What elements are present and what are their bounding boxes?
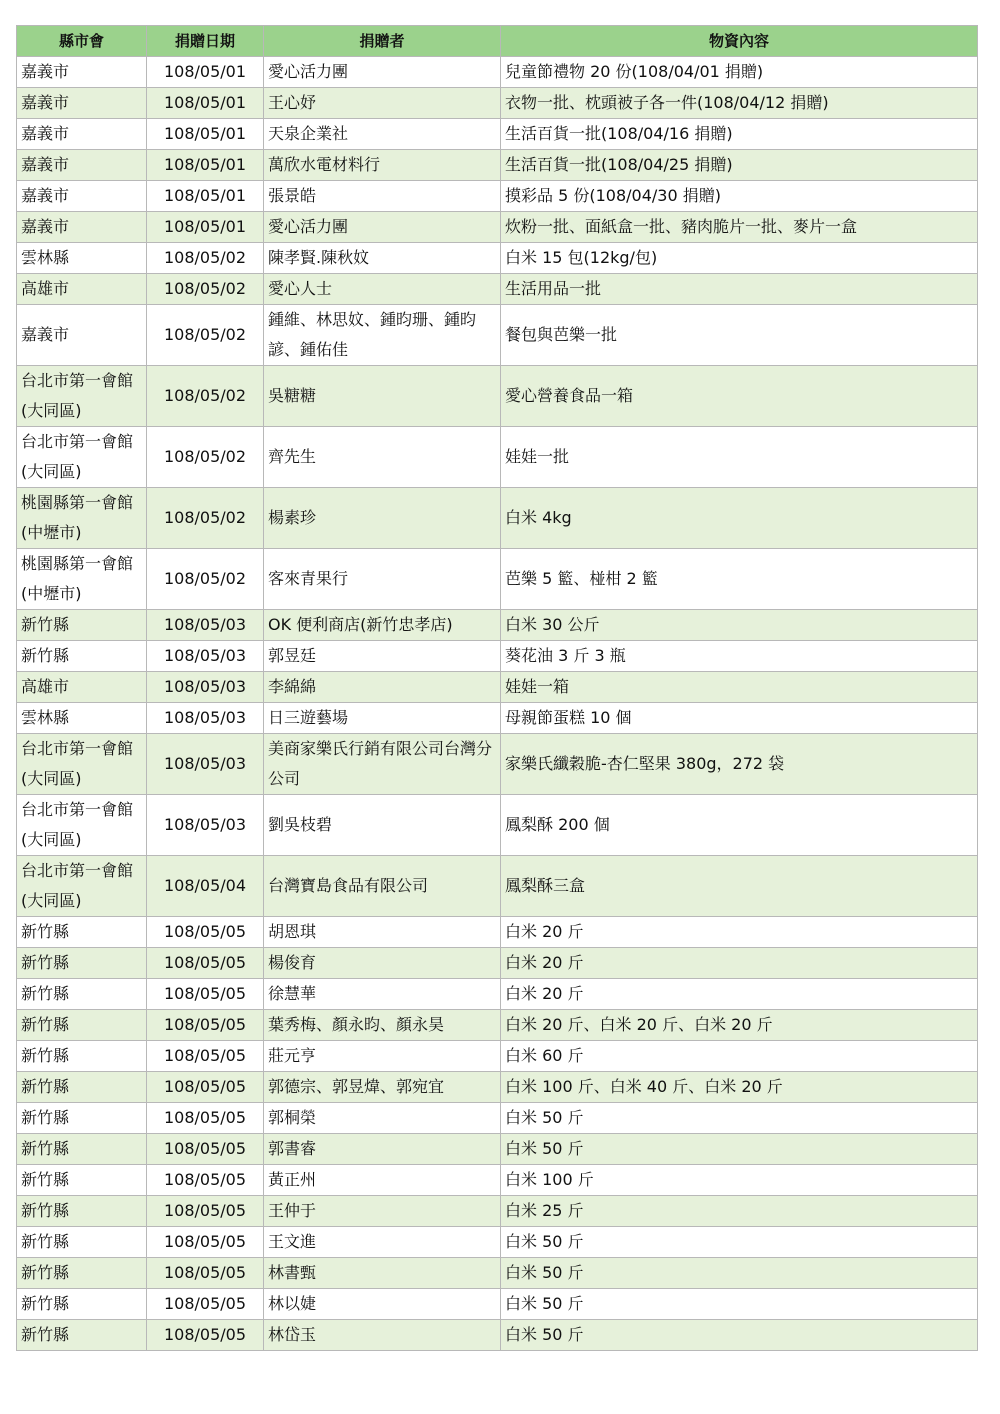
cell-donor: 王仲于: [264, 1196, 501, 1227]
cell-items: 芭樂 5 籃、椪柑 2 籃: [501, 549, 978, 610]
cell-donor: 郭桐榮: [264, 1103, 501, 1134]
cell-donor: 吳糖糖: [264, 366, 501, 427]
cell-donor: 黃正州: [264, 1165, 501, 1196]
cell-items: 白米 15 包(12kg/包): [501, 243, 978, 274]
table-row: [17, 734, 978, 795]
cell-date: 108/05/02: [147, 274, 264, 305]
cell-items: 白米 50 斤: [501, 1227, 978, 1258]
table-row: [17, 274, 978, 305]
table-row: [17, 427, 978, 488]
cell-donor: 日三遊藝場: [264, 703, 501, 734]
cell-date: 108/05/02: [147, 427, 264, 488]
cell-items: 兒童節禮物 20 份(108/04/01 捐贈): [501, 57, 978, 88]
table-row: [17, 1072, 978, 1103]
table-row: [17, 212, 978, 243]
cell-date: 108/05/01: [147, 88, 264, 119]
cell-date: 108/05/05: [147, 1010, 264, 1041]
cell-donor: 美商家樂氏行銷有限公司台灣分公司: [264, 734, 501, 795]
cell-county: 新竹縣: [17, 1289, 147, 1320]
cell-items: 生活百貨一批(108/04/25 捐贈): [501, 150, 978, 181]
cell-county: 新竹縣: [17, 1196, 147, 1227]
cell-donor: 林岱玉: [264, 1320, 501, 1351]
cell-donor: 王心妤: [264, 88, 501, 119]
cell-donor: 莊元亨: [264, 1041, 501, 1072]
cell-date: 108/05/02: [147, 305, 264, 366]
cell-date: 108/05/05: [147, 1227, 264, 1258]
cell-donor: 楊俊育: [264, 948, 501, 979]
header-date: 捐贈日期: [147, 26, 264, 57]
table-row: [17, 917, 978, 948]
cell-donor: 胡恩琪: [264, 917, 501, 948]
cell-county: 高雄市: [17, 672, 147, 703]
table-row: [17, 1103, 978, 1134]
table-row: [17, 488, 978, 549]
table-row: [17, 672, 978, 703]
cell-county: 台北市第一會館(大同區): [17, 856, 147, 917]
table-row: [17, 57, 978, 88]
cell-items: 炊粉一批、面紙盒一批、豬肉脆片一批、麥片一盒: [501, 212, 978, 243]
table-row: [17, 979, 978, 1010]
cell-donor: 葉秀梅、顏永昀、顏永昊: [264, 1010, 501, 1041]
table-row: [17, 305, 978, 366]
table-row: [17, 243, 978, 274]
cell-date: 108/05/05: [147, 1289, 264, 1320]
cell-date: 108/05/02: [147, 243, 264, 274]
cell-items: 白米 4kg: [501, 488, 978, 549]
table-row: [17, 1134, 978, 1165]
cell-county: 台北市第一會館(大同區): [17, 734, 147, 795]
cell-date: 108/05/05: [147, 1134, 264, 1165]
cell-date: 108/05/01: [147, 150, 264, 181]
cell-donor: 張景皓: [264, 181, 501, 212]
cell-county: 新竹縣: [17, 610, 147, 641]
cell-items: 白米 25 斤: [501, 1196, 978, 1227]
cell-county: 嘉義市: [17, 150, 147, 181]
table-row: [17, 366, 978, 427]
cell-date: 108/05/05: [147, 948, 264, 979]
table-row: [17, 1165, 978, 1196]
cell-items: 白米 20 斤、白米 20 斤、白米 20 斤: [501, 1010, 978, 1041]
cell-items: 白米 50 斤: [501, 1103, 978, 1134]
cell-county: 嘉義市: [17, 57, 147, 88]
table-row: [17, 795, 978, 856]
cell-county: 新竹縣: [17, 1103, 147, 1134]
cell-items: 白米 50 斤: [501, 1258, 978, 1289]
cell-date: 108/05/02: [147, 488, 264, 549]
cell-county: 嘉義市: [17, 119, 147, 150]
table-row: [17, 181, 978, 212]
cell-county: 雲林縣: [17, 243, 147, 274]
cell-items: 白米 50 斤: [501, 1289, 978, 1320]
cell-items: 母親節蛋糕 10 個: [501, 703, 978, 734]
cell-county: 新竹縣: [17, 1010, 147, 1041]
cell-items: 白米 20 斤: [501, 917, 978, 948]
donation-document: [16, 25, 977, 1351]
cell-donor: 愛心活力團: [264, 212, 501, 243]
cell-county: 桃園縣第一會館(中壢市): [17, 488, 147, 549]
cell-items: 娃娃一批: [501, 427, 978, 488]
cell-date: 108/05/05: [147, 1103, 264, 1134]
cell-county: 新竹縣: [17, 917, 147, 948]
cell-items: 餐包與芭樂一批: [501, 305, 978, 366]
cell-donor: 天泉企業社: [264, 119, 501, 150]
cell-donor: 台灣寶島食品有限公司: [264, 856, 501, 917]
cell-items: 白米 60 斤: [501, 1041, 978, 1072]
cell-date: 108/05/05: [147, 1072, 264, 1103]
cell-county: 新竹縣: [17, 641, 147, 672]
cell-items: 鳳梨酥三盒: [501, 856, 978, 917]
header-donor: 捐贈者: [264, 26, 501, 57]
cell-donor: OK 便利商店(新竹忠孝店): [264, 610, 501, 641]
cell-date: 108/05/01: [147, 57, 264, 88]
cell-county: 新竹縣: [17, 1227, 147, 1258]
cell-items: 白米 20 斤: [501, 979, 978, 1010]
cell-items: 白米 100 斤、白米 40 斤、白米 20 斤: [501, 1072, 978, 1103]
cell-items: 白米 20 斤: [501, 948, 978, 979]
cell-county: 新竹縣: [17, 979, 147, 1010]
cell-items: 白米 50 斤: [501, 1320, 978, 1351]
cell-donor: 徐慧華: [264, 979, 501, 1010]
table-row: [17, 549, 978, 610]
cell-county: 新竹縣: [17, 948, 147, 979]
cell-items: 葵花油 3 斤 3 瓶: [501, 641, 978, 672]
cell-items: 愛心營養食品一箱: [501, 366, 978, 427]
cell-donor: 陳孝賢.陳秋妏: [264, 243, 501, 274]
table-row: [17, 88, 978, 119]
cell-date: 108/05/03: [147, 795, 264, 856]
cell-date: 108/05/03: [147, 672, 264, 703]
cell-county: 桃園縣第一會館(中壢市): [17, 549, 147, 610]
header-items: 物資內容: [501, 26, 978, 57]
table-header-row: [17, 26, 978, 57]
cell-donor: 郭書睿: [264, 1134, 501, 1165]
cell-date: 108/05/05: [147, 1041, 264, 1072]
table-row: [17, 610, 978, 641]
cell-donor: 齊先生: [264, 427, 501, 488]
cell-donor: 李綿綿: [264, 672, 501, 703]
cell-date: 108/05/04: [147, 856, 264, 917]
cell-items: 衣物一批、枕頭被子各一件(108/04/12 捐贈): [501, 88, 978, 119]
cell-date: 108/05/05: [147, 1258, 264, 1289]
donation-table: [16, 25, 978, 1351]
cell-county: 嘉義市: [17, 305, 147, 366]
table-row: [17, 150, 978, 181]
cell-donor: 劉吳枝碧: [264, 795, 501, 856]
table-row: [17, 948, 978, 979]
cell-items: 白米 30 公斤: [501, 610, 978, 641]
cell-county: 台北市第一會館(大同區): [17, 427, 147, 488]
cell-donor: 郭昱廷: [264, 641, 501, 672]
cell-items: 白米 50 斤: [501, 1134, 978, 1165]
cell-date: 108/05/01: [147, 212, 264, 243]
cell-donor: 愛心人士: [264, 274, 501, 305]
cell-donor: 鍾維、林思妏、鍾昀珊、鍾昀諺、鍾佑佳: [264, 305, 501, 366]
table-row: [17, 1227, 978, 1258]
cell-items: 生活用品一批: [501, 274, 978, 305]
cell-date: 108/05/01: [147, 119, 264, 150]
table-row: [17, 1010, 978, 1041]
cell-date: 108/05/02: [147, 549, 264, 610]
cell-county: 雲林縣: [17, 703, 147, 734]
table-row: [17, 703, 978, 734]
cell-donor: 客來青果行: [264, 549, 501, 610]
cell-county: 高雄市: [17, 274, 147, 305]
cell-county: 嘉義市: [17, 88, 147, 119]
cell-county: 新竹縣: [17, 1258, 147, 1289]
cell-date: 108/05/02: [147, 366, 264, 427]
cell-donor: 林書甄: [264, 1258, 501, 1289]
cell-date: 108/05/05: [147, 1165, 264, 1196]
cell-date: 108/05/05: [147, 917, 264, 948]
cell-county: 台北市第一會館(大同區): [17, 366, 147, 427]
cell-county: 新竹縣: [17, 1320, 147, 1351]
cell-donor: 郭德宗、郭昱煒、郭宛宜: [264, 1072, 501, 1103]
cell-county: 嘉義市: [17, 212, 147, 243]
cell-date: 108/05/05: [147, 979, 264, 1010]
table-row: [17, 1289, 978, 1320]
cell-county: 台北市第一會館(大同區): [17, 795, 147, 856]
cell-items: 鳳梨酥 200 個: [501, 795, 978, 856]
cell-county: 新竹縣: [17, 1134, 147, 1165]
cell-date: 108/05/03: [147, 641, 264, 672]
table-row: [17, 641, 978, 672]
cell-donor: 林以婕: [264, 1289, 501, 1320]
cell-date: 108/05/01: [147, 181, 264, 212]
cell-donor: 楊素珍: [264, 488, 501, 549]
table-row: [17, 1041, 978, 1072]
cell-date: 108/05/03: [147, 610, 264, 641]
table-row: [17, 1258, 978, 1289]
cell-donor: 萬欣水電材料行: [264, 150, 501, 181]
cell-date: 108/05/03: [147, 734, 264, 795]
cell-county: 新竹縣: [17, 1041, 147, 1072]
header-county: 縣市會: [17, 26, 147, 57]
cell-items: 家樂氏纖穀脆-杏仁堅果 380g，272 袋: [501, 734, 978, 795]
table-body: [17, 57, 978, 1351]
table-row: [17, 1196, 978, 1227]
cell-date: 108/05/03: [147, 703, 264, 734]
cell-items: 生活百貨一批(108/04/16 捐贈): [501, 119, 978, 150]
cell-county: 嘉義市: [17, 181, 147, 212]
cell-county: 新竹縣: [17, 1165, 147, 1196]
cell-date: 108/05/05: [147, 1196, 264, 1227]
cell-date: 108/05/05: [147, 1320, 264, 1351]
table-row: [17, 856, 978, 917]
cell-items: 娃娃一箱: [501, 672, 978, 703]
cell-items: 白米 100 斤: [501, 1165, 978, 1196]
cell-donor: 王文進: [264, 1227, 501, 1258]
cell-donor: 愛心活力團: [264, 57, 501, 88]
cell-items: 摸彩品 5 份(108/04/30 捐贈): [501, 181, 978, 212]
cell-county: 新竹縣: [17, 1072, 147, 1103]
table-row: [17, 119, 978, 150]
table-row: [17, 1320, 978, 1351]
